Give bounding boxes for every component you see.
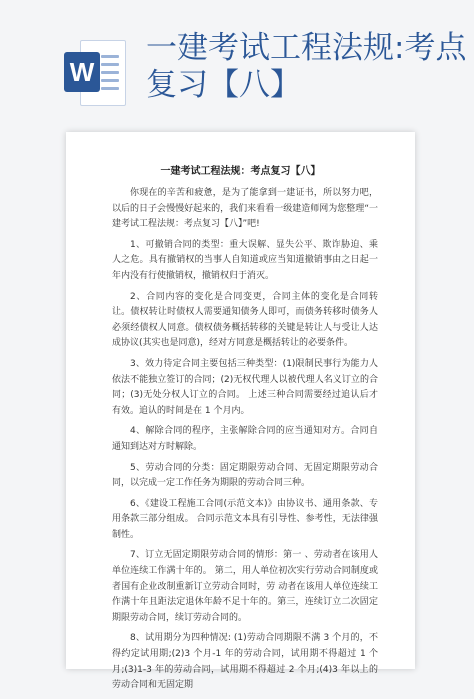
paragraph-3: 3、效力待定合同主要包括三种类型：(1)限制民事行为能力人依法不能独立签订的合同；(2)无权代理人以被代理人名义订立的合同；(3)无处分权人订立的合同。 上述三种合同需要经过追认后才有效。追认的时间是在 1 个月内。 — [112, 358, 378, 416]
word-document-icon — [64, 40, 126, 106]
paragraph-5: 5、劳动合同的分类：固定期限劳动合同、无固定期限劳动合同，以完成一定工作任务为期限的劳动合同三种。 — [112, 462, 378, 489]
document-title: 一建考试工程法规：考点复习【八】 — [160, 166, 321, 177]
paragraph-2: 2、合同内容的变化是合同变更，合同主体的变化是合同转让。债权转让时债权人需要通知债务人即可，而债务转移时债务人必须经债权人同意。债权债务概括转移的关键是转让人与受让人达成协议(其实也是同意)，经对方同意是概括转让的必要条件。 — [112, 291, 378, 349]
document-page — [66, 132, 415, 691]
document-body — [112, 186, 378, 699]
paragraph-4: 4、解除合同的程序，主张解除合同的应当通知对方。合同自通知到达对方时解除。 — [112, 426, 378, 452]
paragraph-7: 7、订立无固定期限劳动合同的情形：第一 、劳动者在该用人单位连续工作满十年的。 第二，用人单位初次实行劳动合同制度或者国有企业改制重新订立劳动合同时，劳 动者在该用人单位连续工作满十年且距法定退休年龄不足十年的。第三，连续订立二次固定期限劳动合同，续订劳动合同的。 — [112, 550, 378, 623]
paragraph-8: 8、试用期分为四种情况: (1)劳动合同期限不满 3 个月的，不得约定试用期;(2)3 个月-1 年的劳动合同，试用期不得超过 1 个月;(3)1-3 年的劳动合同，试用期不得超过 2 个月;(4)3 年以上的劳动合同和无固定期 — [112, 633, 378, 691]
banner — [0, 0, 474, 112]
word-badge-letter: W — [64, 52, 100, 92]
paragraph-1: 1、可撤销合同的类型：重大误解、显失公平、欺诈胁迫、乘人之危。具有撤销权的当事人自知道或应当知道撤销事由之日起一年内没有行使撤销权，撤销权归于消灭。 — [112, 239, 378, 281]
paragraph-6: 6、《建设工程施工合同(示范文本)》由协议书、通用条款、专用条款三部分组成。 合同示范文本具有引导性、参考性，无法律强制性。 — [112, 498, 378, 540]
paragraph-intro: 你现在的辛苦和疲惫，是为了能拿到一建证书，所以努力吧，以后的日子会慢慢好起来的，我们来看看一级建造师网为您整理“一建考试工程法规：考点复习【八】”吧! — [112, 188, 378, 230]
banner-title: 一建考试工程法规:考点复习【八】 — [146, 30, 467, 103]
